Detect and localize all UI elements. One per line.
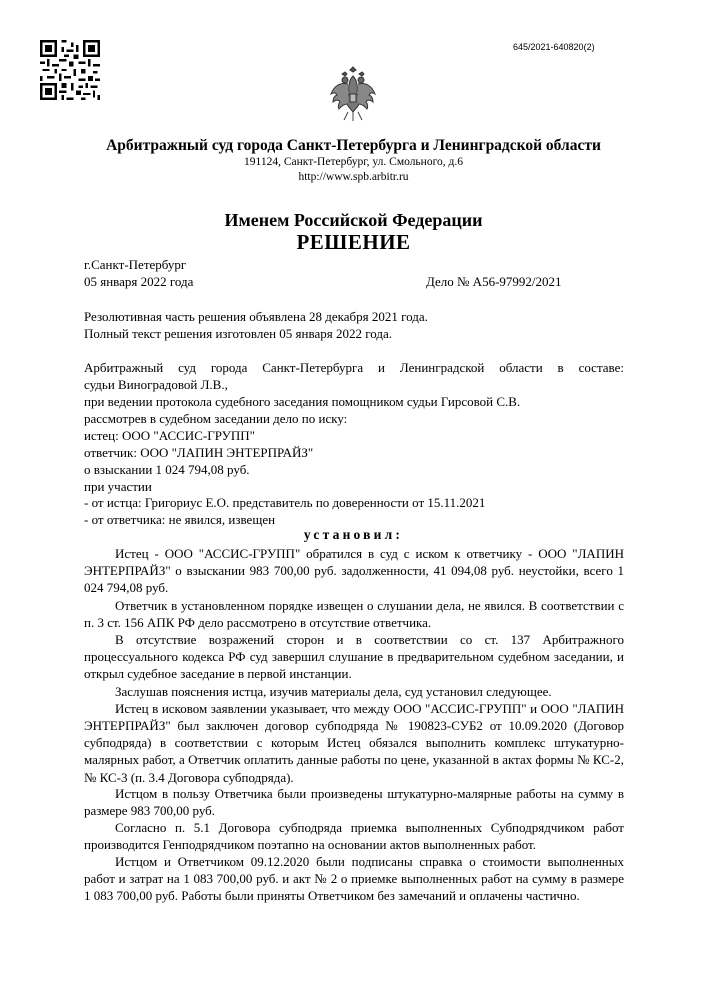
document-number: 645/2021-640820(2) <box>513 42 595 52</box>
paragraph-contract: Истец в исковом заявлении указывает, что между ООО "АССИС-ГРУПП" и ООО "ЛАПИН ЭНТЕРПРАЙЗ" был заключен договор субподряда № 190823-СУБ2 от 10.09.2020 (Договор субподряда) в соответствии с которым Истец обязался выполнить комплекс штукатурно-малярных работ, а Ответчик оплатить данные работы по цене, указанной в актах формы № КС-2, № КС-3 (п. 3.4 Договора субподряда). <box>84 701 624 785</box>
full-text-made: Полный текст решения изготовлен 05 января 2022 года. <box>84 326 392 341</box>
court-name: Арбитражный суд города Санкт-Петербурга и Ленинградской области <box>106 137 601 154</box>
protocol-line: при ведении протокола судебного заседания помощником судьи Гирсовой С.В. <box>84 394 521 409</box>
paragraph-procedure: В отсутствие возражений сторон и в соответствии со ст. 137 Арбитражного процессуального кодекса РФ суд завершил слушание в предварительном судебном заседании, и открыл судебное заседание в первой инстанции. <box>84 632 624 682</box>
operative-part-announced: Резолютивная часть решения объявлена 28 декабря 2021 года. <box>84 309 428 324</box>
paragraph-acceptance: Согласно п. 5.1 Договора субподряда приемка выполненных Субподрядчиком работ производится Генподрядчиком поэтапно на основании актов выполненных работ. <box>84 820 624 853</box>
defendant-representative: - от ответчика: не явился, извещен <box>84 512 276 527</box>
established-heading: установил: <box>303 527 404 542</box>
court-composition: Арбитражный суд города Санкт-Петербурга и Ленинградской области в составе: <box>84 360 624 375</box>
decision-title: РЕШЕНИЕ <box>296 230 411 254</box>
paragraph-defendant-notified: Ответчик в установленном порядке извещен о слушании дела, не явился. В соответствии с п. 3 ст. 156 АПК РФ дело рассмотрено в отсутствие ответчика. <box>84 598 624 631</box>
city: г.Санкт-Петербург <box>84 257 187 272</box>
case-number: Дело № А56-97992/2021 <box>426 274 562 289</box>
court-url: http://www.spb.arbitr.ru <box>298 171 409 183</box>
paragraph-hearing: Заслушав пояснения истца, изучив материалы дела, суд установил следующее. <box>115 684 552 699</box>
court-address: 191124, Санкт-Петербург, ул. Смольного, д.6 <box>244 156 463 168</box>
in-the-name-heading: Именем Российской Федерации <box>224 210 483 230</box>
plaintiff-representative: - от истца: Григориус Е.О. представитель по доверенности от 15.11.2021 <box>84 495 486 510</box>
paragraph-claim: Истец - ООО "АССИС-ГРУПП" обратился в суд с иском к ответчику - ООО "ЛАПИН ЭНТЕРПРАЙЗ" о взыскании 983 700,00 руб. задолженности, 41 094,08 руб. неустойки, всего 1 024 794,08 руб. <box>84 546 624 596</box>
considered-line: рассмотрев в судебном заседании дело по иску: <box>84 411 348 426</box>
judge: судьи Виноградовой Л.В., <box>84 377 228 392</box>
coat-of-arms-icon <box>328 66 378 122</box>
paragraph-signed-acts: Истцом и Ответчиком 09.12.2020 были подписаны справка о стоимости выполненных работ и затрат на 1 083 700,00 руб. и акт № 2 о приемке выполненных работ на сумму в размере 1 083 700,00 руб. Работы были приняты Ответчиком без замечаний и оплачены частично. <box>84 854 624 904</box>
qr-code-icon <box>40 40 100 100</box>
defendant: ответчик: ООО "ЛАПИН ЭНТЕРПРАЙЗ" <box>84 445 314 460</box>
recovery-amount: о взыскании 1 024 794,08 руб. <box>84 462 250 477</box>
participation: при участии <box>84 479 152 494</box>
decision-date: 05 января 2022 года <box>84 274 194 289</box>
plaintiff: истец: ООО "АССИС-ГРУПП" <box>84 428 255 443</box>
paragraph-works-performed: Истцом в пользу Ответчика были произведены штукатурно-малярные работы на сумму в размере 983 700,00 руб. <box>84 786 624 819</box>
